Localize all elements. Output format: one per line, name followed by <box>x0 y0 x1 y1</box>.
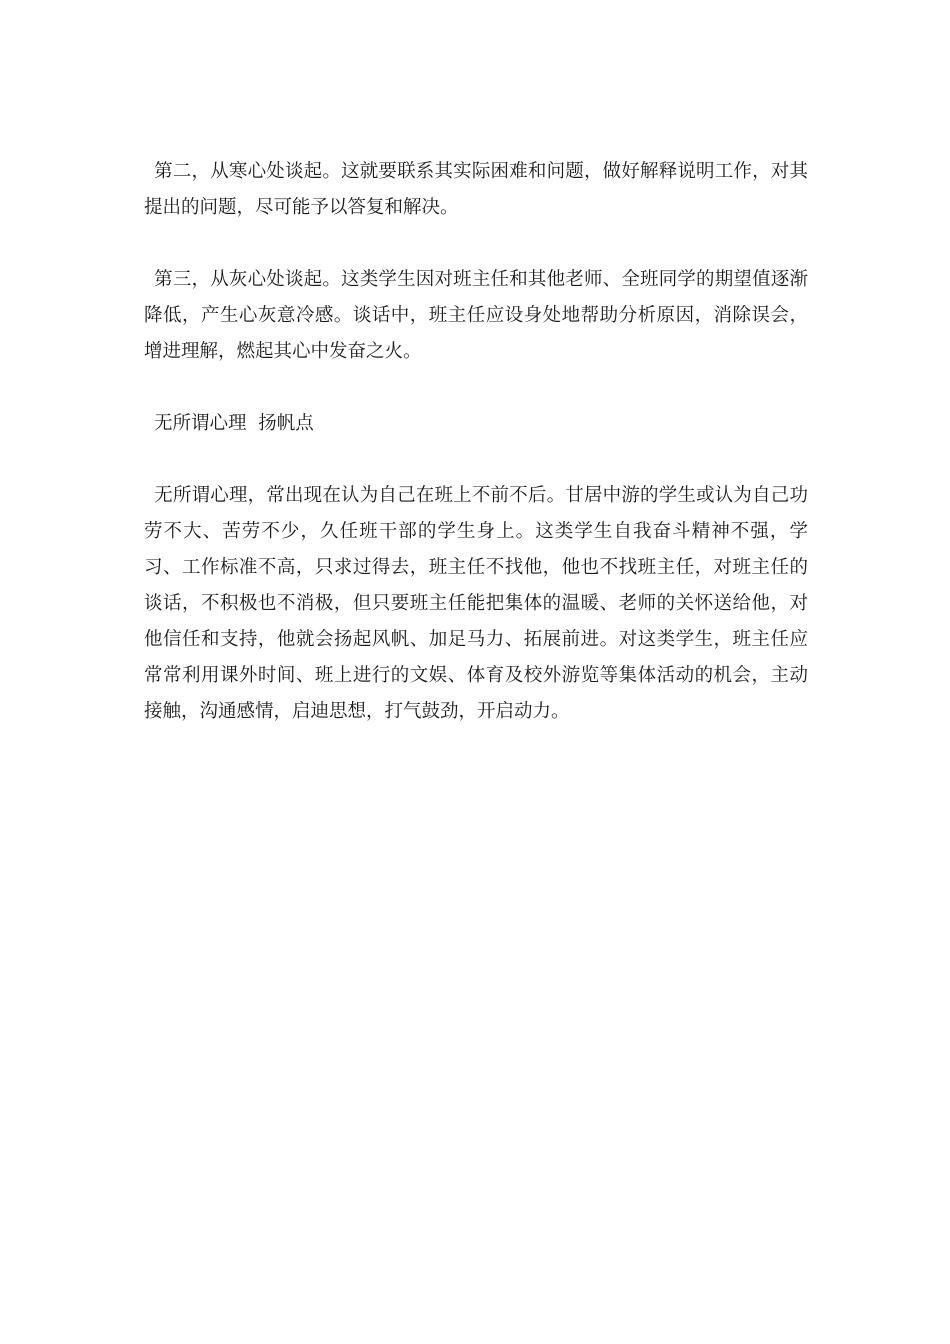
document-body <box>144 154 808 766</box>
section-heading-text: 无所谓心理 扬帆点 <box>154 413 314 434</box>
section-heading <box>144 406 808 442</box>
paragraph-indifference <box>144 478 808 730</box>
paragraph-third-point <box>144 262 808 370</box>
paragraph-text: 第三，从灰心处谈起。这类学生因对班主任和其他老师、全班同学的期望值逐渐降低，产生心灰意冷感。谈话中，班主任应设身处地帮助分析原因，消除误会，增进理解，燃起其心中发奋之火。 <box>144 269 808 362</box>
paragraph-text: 第二，从寒心处谈起。这就要联系其实际困难和问题，做好解释说明工作，对其提出的问题，尽可能予以答复和解决。 <box>144 161 808 218</box>
paragraph-second-point <box>144 154 808 226</box>
paragraph-text: 无所谓心理，常出现在认为自己在班上不前不后。甘居中游的学生或认为自己功劳不大、苦劳不少，久任班干部的学生身上。这类学生自我奋斗精神不强，学习、工作标准不高，只求过得去，班主任不找他，他也不找班主任，对班主任的谈话，不积极也不消极，但只要班主任能把集体的温暖、老师的关怀送给他，对他信任和支持，他就会扬起风帆、加足马力、拓展前进。对这类学生，班主任应常常利用课外时间、班上进行的文娱、体育及校外游览等集体活动的机会，主动接触，沟通感情，启迪思想，打气鼓劲，开启动力。 <box>144 485 808 722</box>
